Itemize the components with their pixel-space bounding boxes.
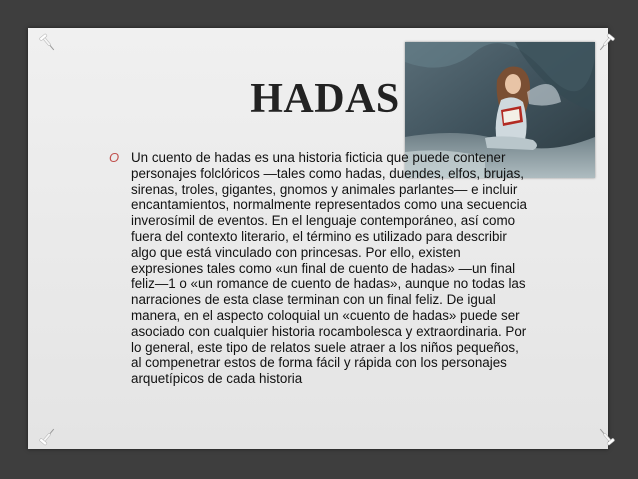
thumbtack-icon — [596, 33, 616, 53]
slide-title: HADAS — [250, 76, 400, 122]
body-text: Un cuento de hadas es una historia ficticia que puede contener personajes folclóricos —tales como hadas, duendes, elfos, brujas, sirenas, troles, gigantes, gnomos y animales parlantes— e incluir encantamientos, normalmente representados como una secuencia inverosímil de eventos. En el lenguaje contemporáneo, así como fuera del contexto literario, el término es utilizado para describir algo que está vinculado con princesas. Por ello, existen expresiones tales como «un final de cuento de hadas» —un final feliz—1 o «un romance de cuento de hadas», aunque no todas las narraciones de esta clase terminan con un final feliz. De igual manera, en el aspecto coloquial un «cuento de hadas» puede ser asociado con cualquier historia rocambolesca y extraordinaria. Por lo general, este tipo de relatos suele atraer a los niños pequeños, al compenetrar estos de forma fácil y rápida con los personajes arquetípicos de cada historia — [131, 150, 527, 387]
list-item — [109, 150, 529, 387]
bullet-list — [109, 150, 529, 387]
bullet-marker: O — [109, 150, 120, 165]
thumbtack-icon — [38, 426, 58, 446]
thumbtack-icon — [596, 426, 616, 446]
thumbtack-icon — [38, 33, 58, 53]
